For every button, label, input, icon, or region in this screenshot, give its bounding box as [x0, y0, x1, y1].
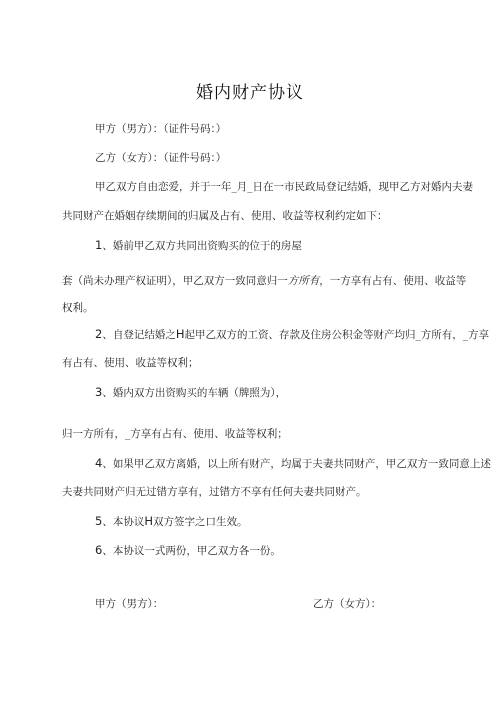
clause-number: 5 [95, 514, 103, 528]
party-b-line: 乙方（女方）：（证件号码：） [95, 152, 227, 164]
clause-3-line-2: 归一方所有，_方享有占有、使用、收益等权利； [62, 428, 288, 440]
signature-party-b: 乙方（女方）： [313, 598, 382, 610]
clause-text: 、婚前甲乙双方共同出资购买的位于的房屋 [102, 240, 302, 252]
clause-text: 起甲乙双方的工资、存款及住房公积金等财产均归_方所有，_方享 [184, 329, 489, 341]
clause-text: 双方签字之口生效。 [152, 516, 248, 528]
signature-party-a: 甲方（男方）： [95, 598, 164, 610]
clause-4-line-1 [95, 456, 491, 471]
clause-2-line-2: 有占有、使用、收益等权利； [62, 357, 199, 369]
clause-2-line-1 [95, 327, 489, 342]
clause-text: ，一方享有占有、使用、收益等 [319, 275, 467, 287]
clause-6-line [95, 543, 281, 558]
clause-5-line [95, 514, 247, 529]
clause-number: 3 [95, 385, 103, 399]
clause-text: 、本协议一式两份，甲乙双方各一份。 [102, 545, 281, 557]
clause-text: 、本协议 [102, 516, 145, 528]
intro-line-1: 甲乙双方自由恋爱，并于一年_月_日在一市民政局登记结婚，现甲乙方对婚内夫妻 [95, 181, 473, 193]
clause-number: 4 [95, 456, 103, 470]
clause-3-line-1 [95, 385, 286, 400]
page-title: 婚内财产协议 [196, 83, 304, 103]
clause-number: 6 [95, 543, 103, 557]
clause-letter: H [144, 514, 153, 528]
clause-text: 套（尚未办理产权证明），甲乙双方一致同意归一 [62, 275, 288, 287]
clause-1-line-1 [95, 238, 302, 253]
clause-text-italic: 方所有 [287, 275, 320, 287]
clause-1-line-2 [62, 274, 466, 288]
intro-line-2: 共同财产在婚姻存续期间的归属及占有、使用、收益等权利约定如下： [62, 210, 388, 222]
clause-number: 2 [95, 327, 103, 341]
clause-text: 、婚内双方出资购买的车辆（牌照为）， [102, 387, 287, 399]
clause-text: 、自登记结婚之 [102, 329, 176, 341]
clause-1-line-3: 权利。 [62, 302, 94, 314]
clause-letter: H [175, 327, 185, 341]
clause-number: 1 [95, 238, 103, 252]
party-a-line: 甲方（男方）：（证件号码：） [95, 123, 227, 135]
clause-text: 、如果甲乙双方离婚，以上所有财产，均属于夫妻共同财产，甲乙双方一致同意上述 [102, 458, 491, 470]
clause-4-line-2: 夫妻共同财产归无过错方享有，过错方不享有任何夫妻共同财产。 [62, 486, 367, 498]
